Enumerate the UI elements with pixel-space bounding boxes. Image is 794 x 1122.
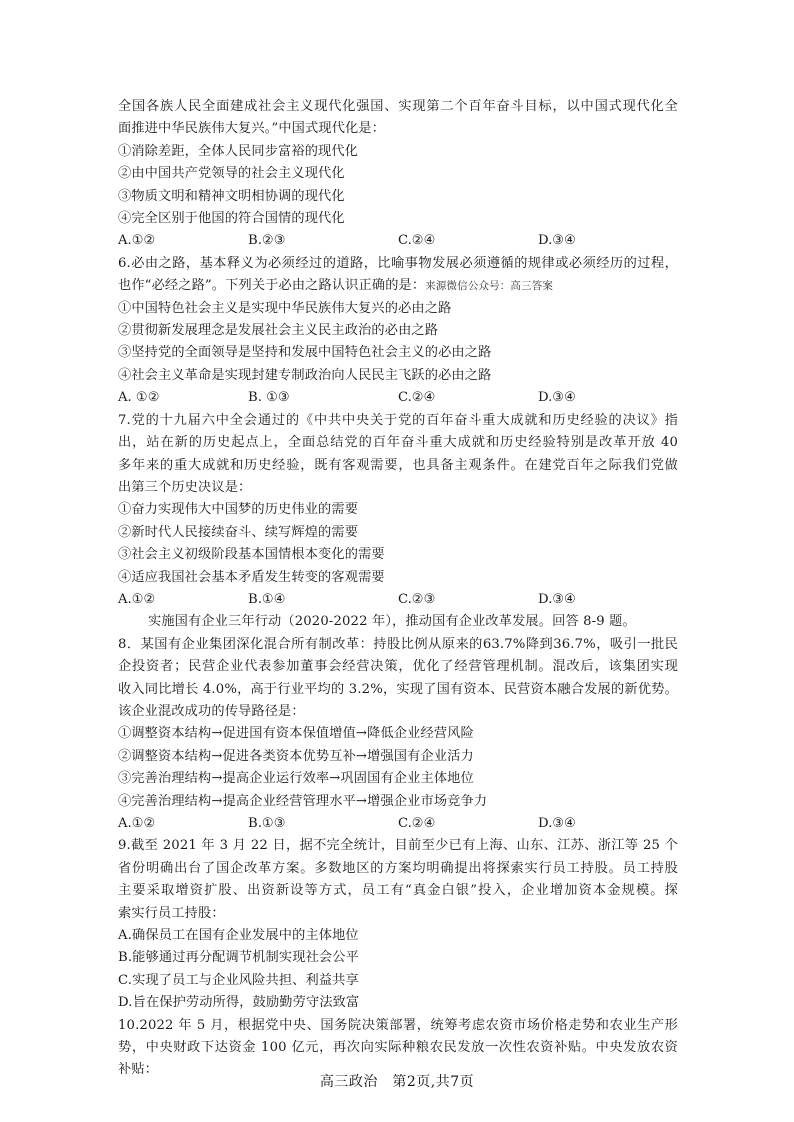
statement-item: ②调整资本结构→促进各类资本优势互补→增强国有企业活力 [118, 748, 474, 764]
question-text: 主要采取增资扩股、出资新设等方式，员工有“真金白银”投入，企业增加资本金规模。探 [118, 883, 678, 899]
statement-item: ②新时代人民接续奋斗、续写辉煌的需要 [118, 524, 359, 540]
question-text-main: 也作“必经之路”。下列关于必由之路认识正确的是： [118, 278, 426, 294]
option-d: D.③④ [538, 233, 576, 249]
option-d: D.③④ [538, 591, 576, 607]
option-c: C.②④ [398, 390, 436, 406]
statement-item: ③完善治理结构→提高企业运行效率→巩固国有企业主体地位 [118, 771, 474, 787]
question-text: 收入同比增长 4.0%，高于行业平均的 3.2%，实现了国有资本、民营资本融合发展的新优势。 [118, 681, 678, 697]
statement-item: ②由中国共产党领导的社会主义现代化 [118, 166, 345, 182]
question-text: 多年来的重大成就和历史经验，既有客观需要，也具备主观条件。在建党百年之际我们党做 [118, 457, 678, 473]
statement-item: ③坚持党的全面领导是坚持和发展中国特色社会主义的必由之路 [118, 345, 492, 361]
question-text: 出第三个历史决议是： [118, 479, 252, 495]
statement-item: ④完善治理结构→提高企业经营管理水平→增强企业市场竞争力 [118, 793, 488, 809]
choice-b: B.能够通过再分配调节机制实现社会公平 [118, 950, 359, 966]
option-b: B.①④ [248, 591, 286, 607]
statement-item: ①奋力实现伟大中国梦的历史伟业的需要 [118, 502, 359, 518]
question-text: 8．某国有企业集团深化混合所有制改革：持股比例从原来的63.7%降到36.7%，吸引一批民 [118, 636, 678, 652]
page-footer: 高三政治 第2页,共7页 [319, 1074, 475, 1090]
choice-a: A.确保员工在国有企业发展中的主体地位 [118, 928, 359, 944]
question-text: 企投资者；民营企业代表参加董事会经营决策，优化了经营管理机制。混改后，该集团实现 [118, 659, 678, 675]
question-text: 该企业混改成功的传导路径是： [118, 703, 305, 719]
source-note: 来源微信公众号：高三答案 [425, 280, 554, 293]
answer-options [118, 387, 678, 409]
statement-item: ③物质文明和精神文明相协调的现代化 [118, 188, 345, 204]
question-text: 9.截至 2021 年 3 月 22 日，据不完全统计，目前至少已有上海、山东、江苏、浙江等 25 个 [118, 838, 678, 854]
question-text: 补贴： [118, 1062, 159, 1078]
statement-item: ②贯彻新发展理念是发展社会主义民主政治的必由之路 [118, 323, 439, 339]
option-b: B. ①③ [248, 390, 290, 406]
answer-options [118, 230, 678, 252]
statement-item: ④社会主义革命是实现封建专制政治向人民民主飞跃的必由之路 [118, 367, 492, 383]
question-text [118, 275, 678, 297]
question-7 [118, 410, 678, 612]
option-b: B.②③ [248, 233, 286, 249]
question-9 [118, 835, 678, 1014]
option-c: C.②④ [398, 816, 436, 831]
option-b: B.①③ [248, 816, 286, 831]
statement-item: ①调整资本结构→促进国有资本保值增值→降低企业经营风险 [118, 726, 474, 742]
answer-options [118, 813, 678, 835]
option-d: D.③④ [538, 390, 576, 406]
question-5 [118, 96, 678, 253]
section-intro: 实施国有企业三年行动（2020-2022 年），推动国有企业改革发展。回答 8-9 题。 [148, 614, 636, 630]
exam-page [118, 96, 678, 1082]
choice-c: C.实现了员工与企业风险共担、利益共享 [118, 972, 359, 988]
question-text: 索实行员工持股： [118, 905, 225, 921]
statement-item: ①消除差距，全体人民同步富裕的现代化 [118, 143, 359, 159]
question-text: 省份明确出台了国企改革方案。多数地区的方案均明确提出将探索实行员工持股。员工持股 [118, 860, 678, 876]
choice-d: D.旨在保护劳动所得，鼓励勤劳守法致富 [118, 995, 360, 1011]
option-a: A.①② [118, 233, 156, 249]
question-8 [118, 634, 678, 836]
statement-item: ④适应我国社会基本矛盾发生转变的客观需要 [118, 569, 385, 585]
option-c: C.②④ [398, 233, 436, 249]
question-text: 6.必由之路，基本释义为必须经过的道路，比喻事物发展必须遵循的规律或必须经历的过程， [118, 255, 678, 271]
question-6 [118, 253, 678, 410]
option-c: C.②③ [398, 591, 436, 607]
option-a: A. ①② [118, 390, 160, 406]
statement-item: ①中国特色社会主义是实现中华民族伟大复兴的必由之路 [118, 300, 452, 316]
answer-options [118, 589, 678, 611]
option-d: D.③④ [538, 816, 576, 831]
statement-item: ③社会主义初级阶段基本国情根本变化的需要 [118, 547, 385, 563]
option-a: A.①② [118, 591, 156, 607]
question-text: 10.2022 年 5 月，根据党中央、国务院决策部署，统筹考虑农资市场价格走势和农业生产形 [118, 1017, 678, 1033]
question-text: 出，站在新的历史起点上，全面总结党的百年奋斗重大成就和历史经验特别是改革开放 40 [118, 435, 678, 451]
question-text: 全国各族人民全面建成社会主义现代化强国、实现第二个百年奋斗目标，以中国式现代化全 [118, 99, 678, 114]
question-text: 势，中央财政下达资金 100 亿元，再次向实际种粮农民发放一次性农资补贴。中央发放农资 [118, 1040, 678, 1056]
question-text: 面推进中华民族伟大复兴。”中国式现代化是： [118, 121, 386, 137]
option-a: A.①② [118, 816, 156, 831]
statement-item: ④完全区别于他国的符合国情的现代化 [118, 211, 345, 227]
question-text: 7.党的十九届六中全会通过的《中共中央关于党的百年奋斗重大成就和历史经验的决议》指 [118, 412, 678, 428]
